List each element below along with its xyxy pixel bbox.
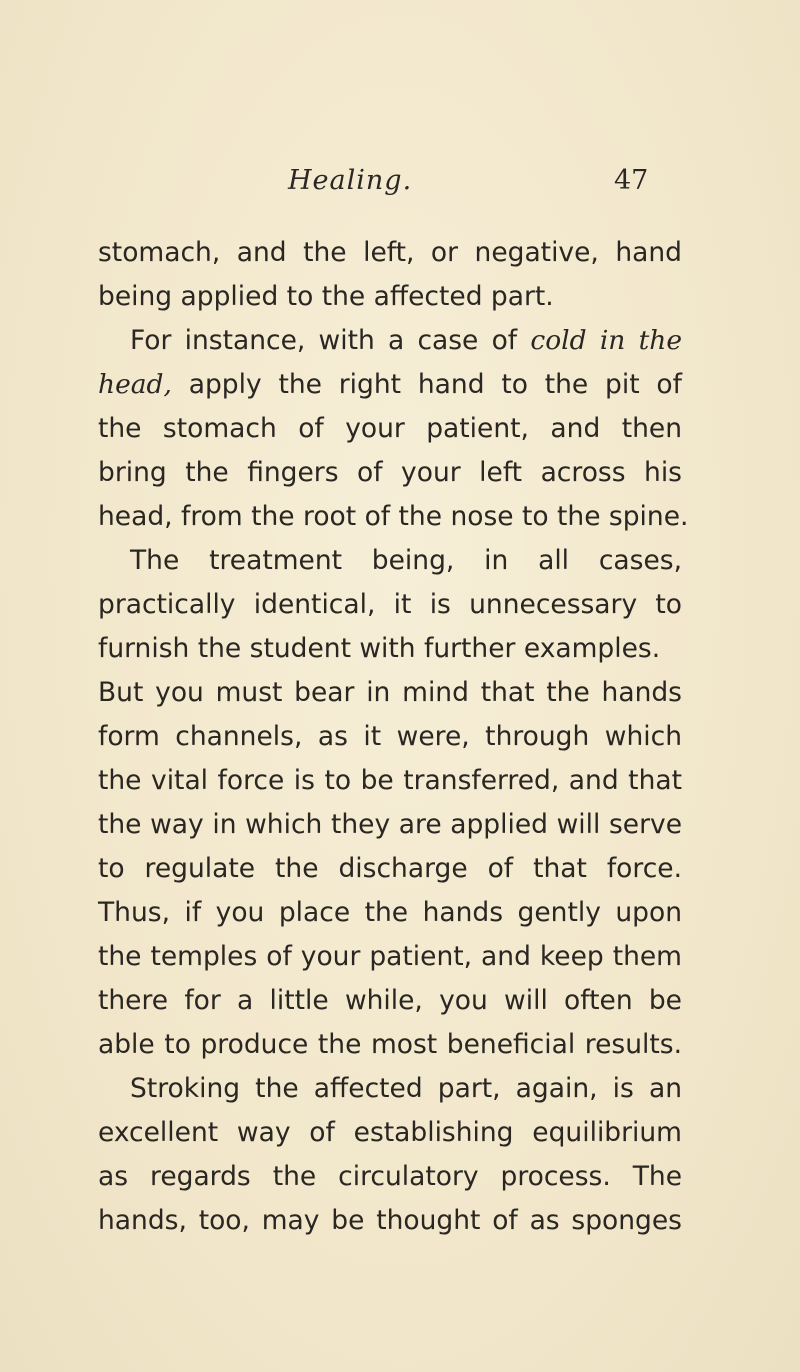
italic-phrase: cold in the <box>530 325 682 356</box>
text-line: the temples of your patient, and keep them <box>98 941 682 972</box>
text-segment: For instance, with a case of <box>130 325 518 356</box>
text-line: Thus, if you place the hands gently upon <box>98 897 682 928</box>
text-line <box>98 363 682 407</box>
running-title: Healing. <box>288 165 413 196</box>
running-head <box>0 165 800 205</box>
text-segment: apply the right hand to the pit of <box>188 369 682 400</box>
text-line: form channels, as it were, through which <box>98 721 682 752</box>
text-line: able to produce the most beneficial results. <box>98 1029 682 1060</box>
text-line: practically identical, it is unnecessary to <box>98 589 682 620</box>
text-line: head, from the root of the nose to the spine. <box>98 501 689 532</box>
page-number: 47 <box>614 165 649 196</box>
text-line: excellent way of establishing equilibrium <box>98 1117 682 1148</box>
italic-phrase: head, <box>98 369 172 400</box>
text-line: bring the fingers of your left across his <box>98 457 682 488</box>
text-line: stomach, and the left, or negative, hand <box>98 237 682 268</box>
text-line: But you must bear in mind that the hands <box>98 677 682 708</box>
text-line: there for a little while, you will often be <box>98 985 682 1016</box>
text-line: the stomach of your patient, and then <box>98 413 682 444</box>
text-line: as regards the circulatory process. The <box>98 1161 682 1192</box>
text-line: Stroking the affected part, again, is an <box>130 1073 682 1104</box>
text-line: furnish the student with further examples. <box>98 633 661 664</box>
text-line: being applied to the affected part. <box>98 281 554 312</box>
text-line: the vital force is to be transferred, and that <box>98 765 682 796</box>
text-line: the way in which they are applied will serve <box>98 809 682 840</box>
text-line: The treatment being, in all cases, <box>130 545 682 576</box>
text-line <box>130 319 682 363</box>
text-line: hands, too, may be thought of as sponges <box>98 1205 682 1236</box>
text-line: to regulate the discharge of that force. <box>98 853 682 884</box>
